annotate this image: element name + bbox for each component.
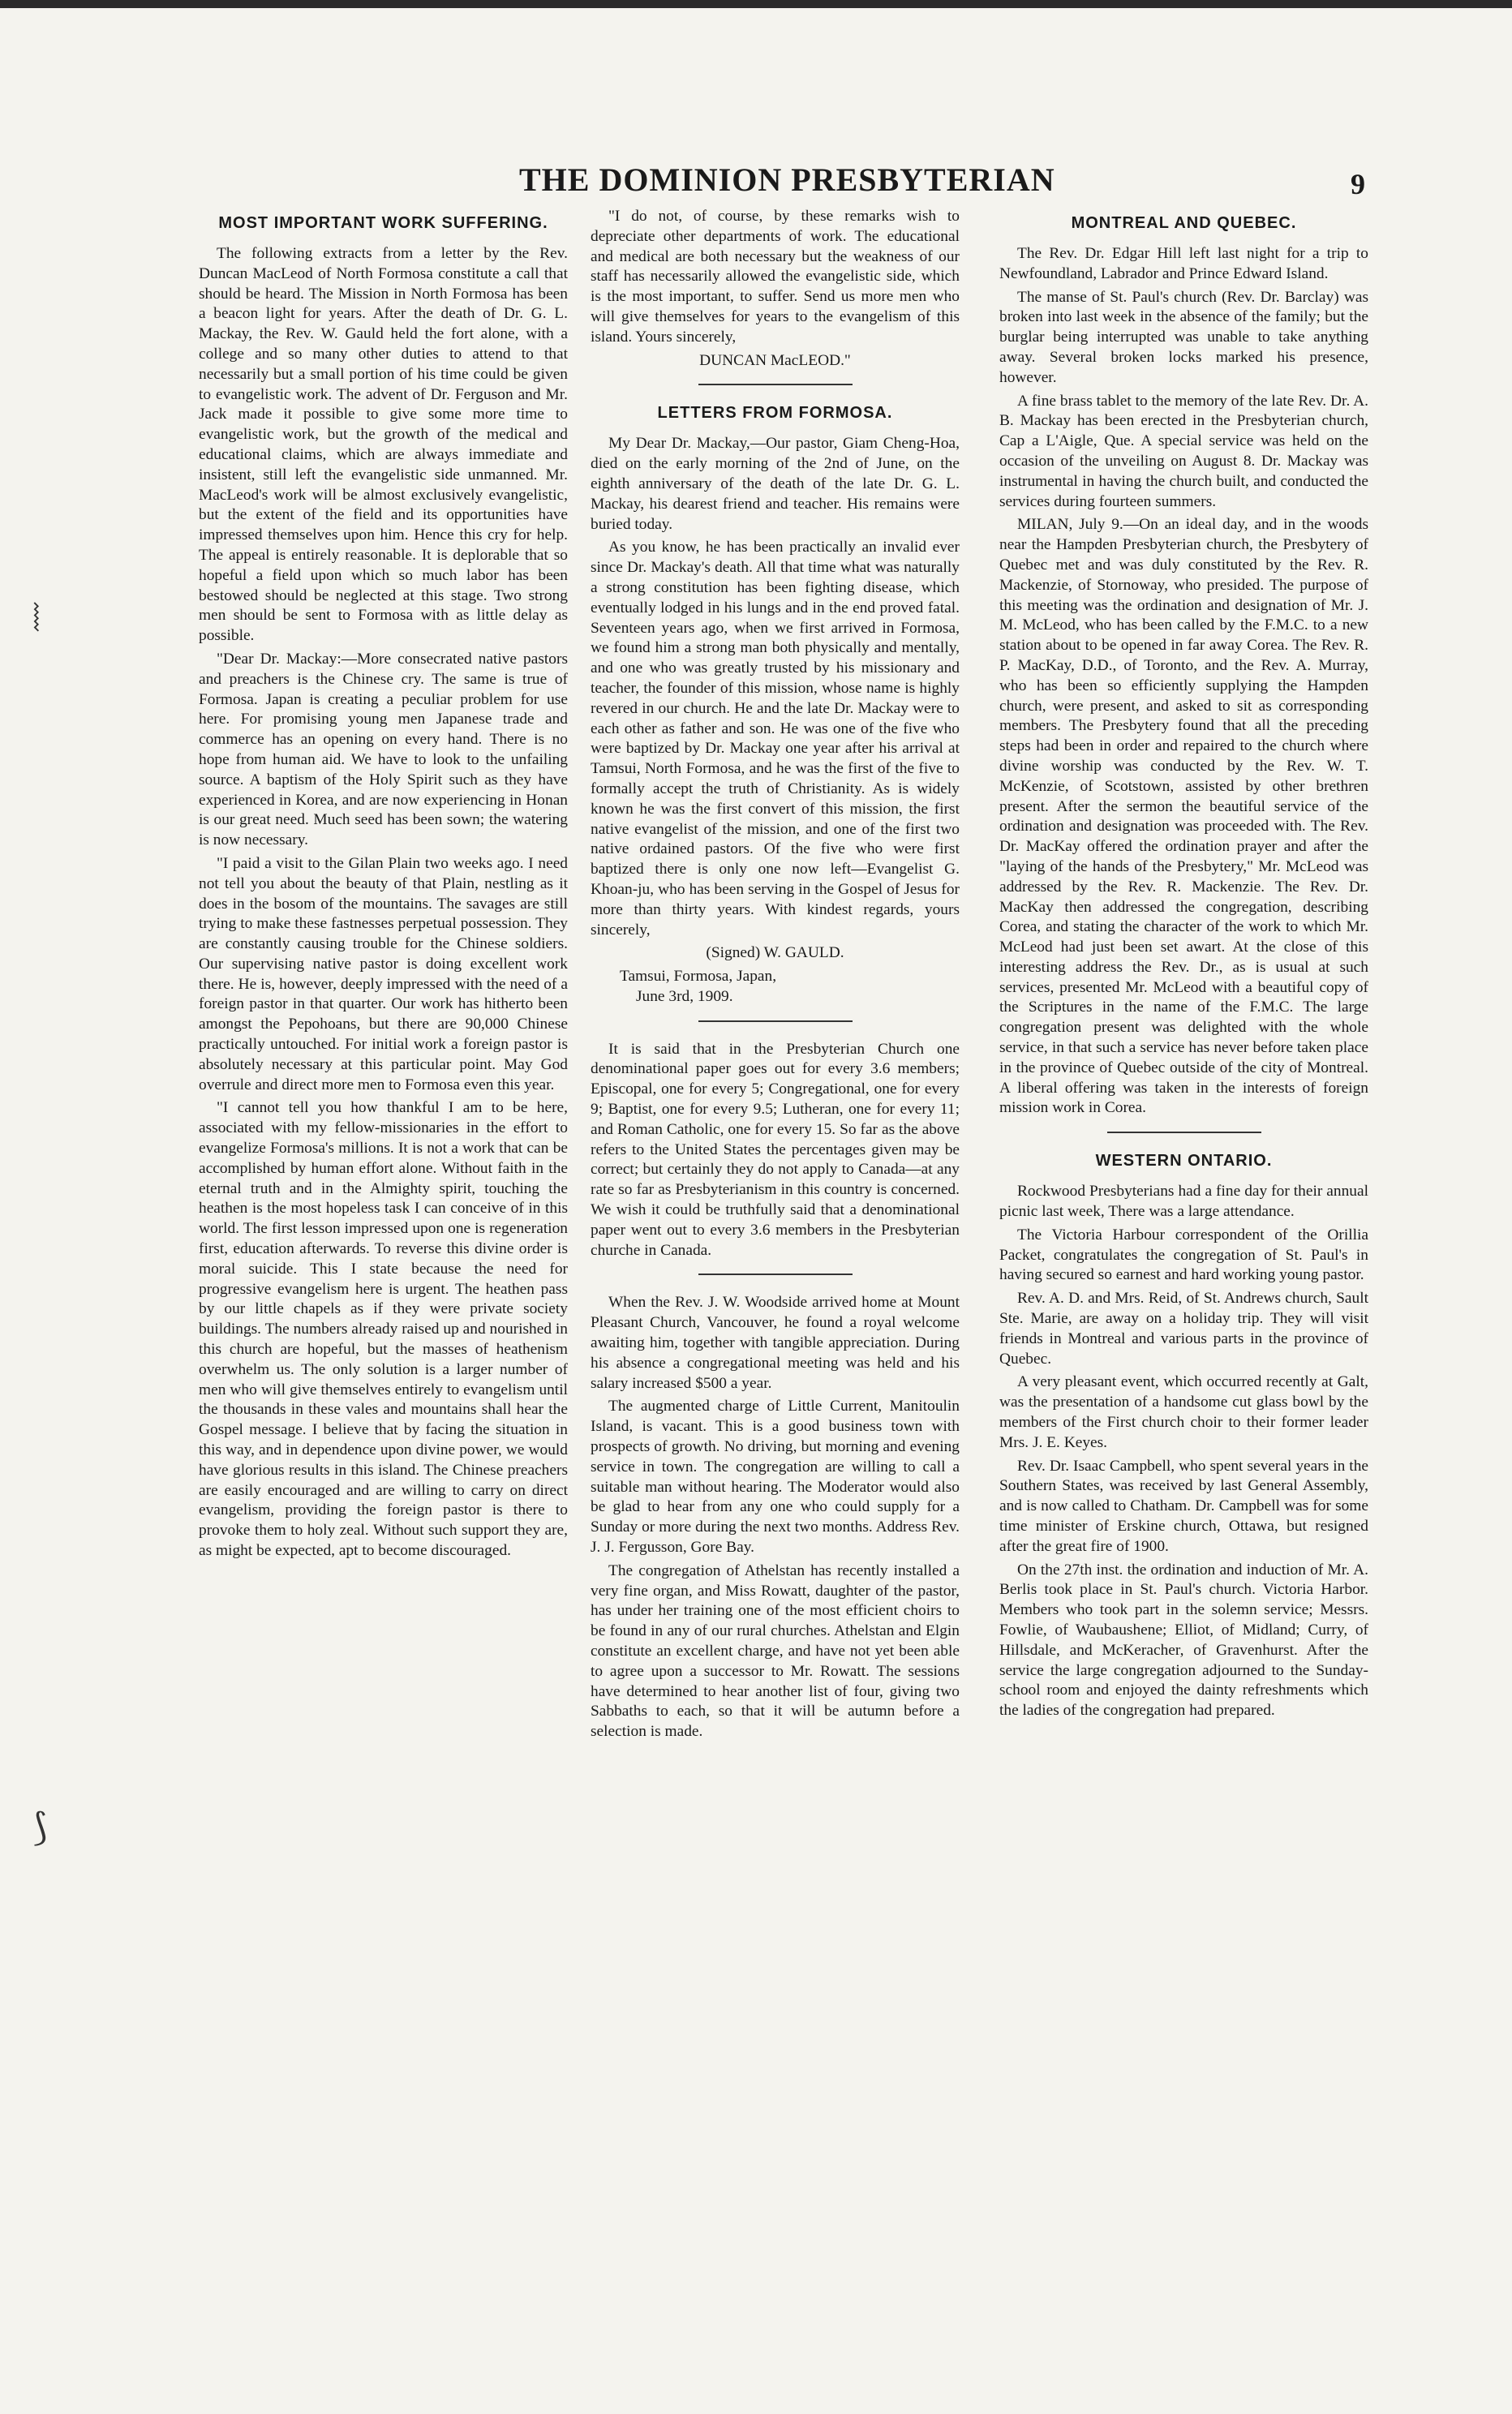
letter-date: June 3rd, 1909. xyxy=(636,987,733,1005)
top-border-rule xyxy=(0,0,1512,8)
column-3 xyxy=(999,207,1368,1725)
article-paragraph: "I cannot tell you how thankful I am to be here, associated with my fellow-missionaries in the effort to evangelize Formosa's millions. It is not a work that can be accomplished by human effort alone. Without faith in the eternal truth and in the Almighty spirit, touching the heathen is the most hopeless task I can conceive of in this world. The first lesson impressed upon one is regeneration first, education afterwards. To reverse this divine order is moral suicide. This I state because the need for progressive evangelism here is urgent. The heathen pass by our little chapels as if they were private society buildings. The numbers already raised up and nourished in this church are hopeful, but the masses of heathenism overwhelm us. The only solution is a larger number of men who will give themselves entirely to evangelism until the thousands in these vales and mountains shall hear the Gospel message. I believe that by facing the situation in this way, and in dependence upon divine power, we would have glorious results in this island. The Chinese preachers are easily encouraged and are willing to carry on direct evangelism, providing the foreign pastor is there to provoke them to holy zeal. Without such support they are, as might be expected, apt to become discouraged. xyxy=(199,1099,568,1559)
signature-gauld: (Signed) W. GAULD. xyxy=(706,944,844,962)
column-1 xyxy=(199,207,568,1565)
news-paragraph: The manse of St. Paul's church (Rev. Dr. Barclay) was broken into last week in the absence of the family; but the burglar being interrupted was unable to take anything away. Several broken locks marked his presence, however. xyxy=(999,288,1368,386)
heading-western-ontario: WESTERN ONTARIO. xyxy=(1095,1152,1273,1170)
article-paragraph: The congregation of Athelstan has recently installed a very fine organ, and Miss Rowatt, daughter of the pastor, has under her training one of the most efficient choirs to be found in any of our rural churches. Athelstan and Elgin constitute an excellent charge, and have not yet been able to agree upon a successor to Mr. Rowatt. The sessions have determined to hear another list of four, giving two Sabbaths to each, so that it will be autumn before a selection is made. xyxy=(591,1561,960,1741)
news-paragraph: On the 27th inst. the ordination and induction of Mr. A. Berlis took place in St. Paul's church. Victoria Harbor. Members who took part in the solemn service; Messrs. Fowlie, of Waubaushene; Elliot, of Midland; Curry, of Hillsdale, and McKeracher, of Gravenhurst. After the service the large congregation adjourned to the Sunday-school room and enjoyed the dainty refreshments which the ladies of the congregation had prepared. xyxy=(999,1561,1368,1720)
article-paragraph: "I paid a visit to the Gilan Plain two weeks ago. I need not tell you about the beauty of that Plain, nestling as it does in the bosom of the mountains. The savages are still trying to make these fastnesses perpetual possession. They are constantly causing trouble for the Chinese soldiers. Our supervising native pastor is doing excellent work there. He is, however, deeply impressed with the need of a foreign pastor in that quarter. Our work has hitherto been amongst the Pepohoans, but there are 90,000 Chinese practically untouched. For initial work a foreign pastor is absolutely necessary at this particular point. May God overrule and direct more men to Formosa even this year. xyxy=(199,854,568,1093)
article-paragraph: "I do not, of course, by these remarks wish to depreciate other departments of work. The educational and medical are both necessary but the weakness of our staff has necessarily allowed the evangelistic side, which is the most important, to suffer. Send us more men who will give themselves for years to the evangelism of this island. Yours sincerely, xyxy=(591,208,960,346)
news-paragraph: Rockwood Presbyterians had a fine day for their annual picnic last week, There was a large attendance. xyxy=(999,1183,1368,1221)
heading-montreal-and-quebec: MONTREAL AND QUEBEC. xyxy=(1071,214,1297,232)
margin-ink-mark-lower: ⟆ xyxy=(32,1806,47,1848)
letter-place: Tamsui, Formosa, Japan, xyxy=(620,968,777,986)
page-number: 9 xyxy=(1351,168,1365,200)
news-paragraph: The Victoria Harbour correspondent of the Orillia Packet, congratulates the congregation of St. Paul's in having secured so earnest and hard working young pastor. xyxy=(999,1226,1368,1284)
divider-rule xyxy=(698,384,853,385)
news-paragraph: MILAN, July 9.—On an ideal day, and in the woods near the Hampden Presbyterian church, the Presbytery of Quebec met and was duly constituted by the Rev. R. Mackenzie, of Stornoway, who presided. The purpose of this meeting was the ordination and designation of Mr. J. M. McLeod, who has been called by the F.M.C. to a new station about to be opened in far away Corea. The Rev. R. P. MacKay, D.D., of Toronto, and the Rev. A. Murray, who has been so efficiently supplying the Hampden church, were present, and asked to sit as corresponding members. The Presbytery found that all the preceding steps had been in order and repaired to the church where divine worship was conducted by the Rev. W. T. McKenzie, of Scotstown, assisted by other brethren present. After the sermon the beautiful service of the ordination and designation was proceeded with. The Rev. Dr. MacKay offered the ordination prayer and after the "laying of the hands of the Presbytery," Mr. McLeod was addressed by the Rev. R. Mackenzie. The Rev. Dr. MacKay then addressed the congregation, describing Corea, and stating the character of the work to which Mr. McLeod had just been set awart. At the close of this interesting address the Rev. Dr., as is usual at such services, presented Mr. McLeod with a beautiful copy of the Scriptures in the name of the F.M.C. The large congregation present was delighted with the whole service, in that such a service has never before taken place in the province of Quebec outside of the city of Montreal. A liberal offering was taken in the interests of foreign mission work in Corea. xyxy=(999,516,1368,1117)
article-paragraph: "Dear Dr. Mackay:—More consecrated native pastors and preachers is the Chinese cry. The same is true of Formosa. Japan is creating a peculiar problem for use here. For promising young men Japanese trade and commerce has an opening on every hand. There is no hope from human aid. We have to look to the unfailing source. A baptism of the Holy Spirit such as they have experienced in Korea, and are now experiencing in Honan is our great need. Much seed has been sown; the watering is now necessary. xyxy=(199,650,568,849)
masthead-title: THE DOMINION PRESBYTERIAN xyxy=(519,161,1055,198)
news-paragraph: The Rev. Dr. Edgar Hill left last night for a trip to Newfoundland, Labrador and Prince Edward Island. xyxy=(999,245,1368,282)
margin-ink-mark-upper: ⦚ xyxy=(32,598,41,639)
letter-paragraph: As you know, he has been practically an invalid ever since Dr. Mackay's death. All that time what was naturally a strong constitution has been fighting disease, which eventually lodged in his lungs and in the end proved fatal. Seventeen years ago, when we first arrived in Formosa, we found him a strong man both physically and mentally, and one who was greatly trusted by his missionary and teacher, the founder of this mission, whose name is highly revered in our church. He and the late Dr. Mackay were to each other as father and son. He was one of the five who were baptized by Dr. Mackay one year after his arrival at Tamsui, North Formosa, and he was the first of the five to formally accept the truth of Christianity. As is widely known he was the first convert of this mission, the first native evangelist of the mission, and one of the first two native ordained pastors. Of the five who were first baptized there is only one now left—Evangelist G. Khoan-ju, who has been serving in the Gospel of Jesus for more than thirty years. With kindest regards, yours sincerely, xyxy=(591,539,960,939)
column-2 xyxy=(591,207,960,1746)
news-paragraph: Rev. Dr. Isaac Campbell, who spent several years in the Southern States, was received by last General Assembly, and is now called to Chatham. Dr. Campbell was for some time minister of Erskine church, Ottawa, but resigned after the great fire of 1900. xyxy=(999,1457,1368,1555)
news-paragraph: A very pleasant event, which occurred recently at Galt, was the presentation of a handsome cut glass bowl by the members of the First church choir to their former leader Mrs. J. E. Keyes. xyxy=(999,1373,1368,1451)
divider-rule xyxy=(1107,1132,1261,1133)
article-paragraph: The following extracts from a letter by the Rev. Duncan MacLeod of North Formosa constitute a call that should be heard. The Mission in North Formosa has been a beacon light for years. After the death of Dr. G. L. Mackay, the Rev. W. Gauld held the fort alone, with a college and so many other duties to attend to that necessarily but a small portion of his time could be given to evangelistic work. The advent of Dr. Ferguson and Mr. Jack made it possible to give some more time to evangelistic work, but the growth of the medical and educational claims, which are always immediate and insistent, still left the evangelistic side unmanned. Mr. MacLeod's work will be almost exclusively evangelistic, but the extent of the field and its opportunities have impressed themselves upon him. Hence this cry for help. The appeal is entirely reasonable. It is deplorable that so hopeful a field upon which so much labor has been bestowed should be neglected at this stage. Two strong men should be sent to Formosa with as little delay as possible. xyxy=(199,245,568,645)
letter-paragraph: My Dear Dr. Mackay,—Our pastor, Giam Cheng-Hoa, died on the early morning of the 2nd of June, on the eighth anniversary of the death of the late Dr. G. L. Mackay, his dearest friend and teacher. His remains were buried today. xyxy=(591,435,960,533)
signature-duncan-macleod: DUNCAN MacLEOD." xyxy=(699,351,851,369)
article-paragraph: The augmented charge of Little Current, Manitoulin Island, is vacant. This is a good business town with prospects of growth. No driving, but morning and evening service in town. The congregation are willing to call a suitable man without hearing. The Moderator would also be glad to hear from any one who could supply for a Sunday or more during the next two months. Address Rev. J. J. Fergusson, Gore Bay. xyxy=(591,1398,960,1557)
article-paragraph: When the Rev. J. W. Woodside arrived home at Mount Pleasant Church, Vancouver, he found a royal welcome awaiting him, together with tangible appreciation. During his absence a congregational meeting was held and his salary increased $500 a year. xyxy=(591,1294,960,1392)
heading-letters-from-formosa: LETTERS FROM FORMOSA. xyxy=(657,404,893,423)
news-paragraph: A fine brass tablet to the memory of the late Rev. Dr. A. B. Mackay has been erected in the Presbyterian church, Cap a L'Aigle, Que. A special service was held on the occasion of the unveiling on August 8. Dr. Mackay was instrumental in having the church built, and conducted the services during fourteen summers. xyxy=(999,392,1368,510)
article-paragraph: It is said that in the Presbyterian Church one denominational paper goes out for every 3.6 members; Episcopal, one for every 5; Congregational, one for every 9; Baptist, one for every 9.5; Lutheran, one for every 11; and Roman Catholic, one for every 15. So far as the above refers to the United States the percentages given may be correct; but certainly they do not apply to Canada—at any rate so far as Presbyterianism in this country is concerned. We wish it could be truthfully said that a denominational paper went out to every 3.6 members in the Presbyterian churche in Canada. xyxy=(591,1040,960,1259)
divider-rule xyxy=(698,1020,853,1022)
divider-rule xyxy=(698,1274,853,1275)
heading-most-important-work: MOST IMPORTANT WORK SUFFERING. xyxy=(218,214,548,232)
news-paragraph: Rev. A. D. and Mrs. Reid, of St. Andrews church, Sault Ste. Marie, are away on a holiday trip. They will visit friends in Montreal and various parts in the province of Quebec. xyxy=(999,1290,1368,1368)
